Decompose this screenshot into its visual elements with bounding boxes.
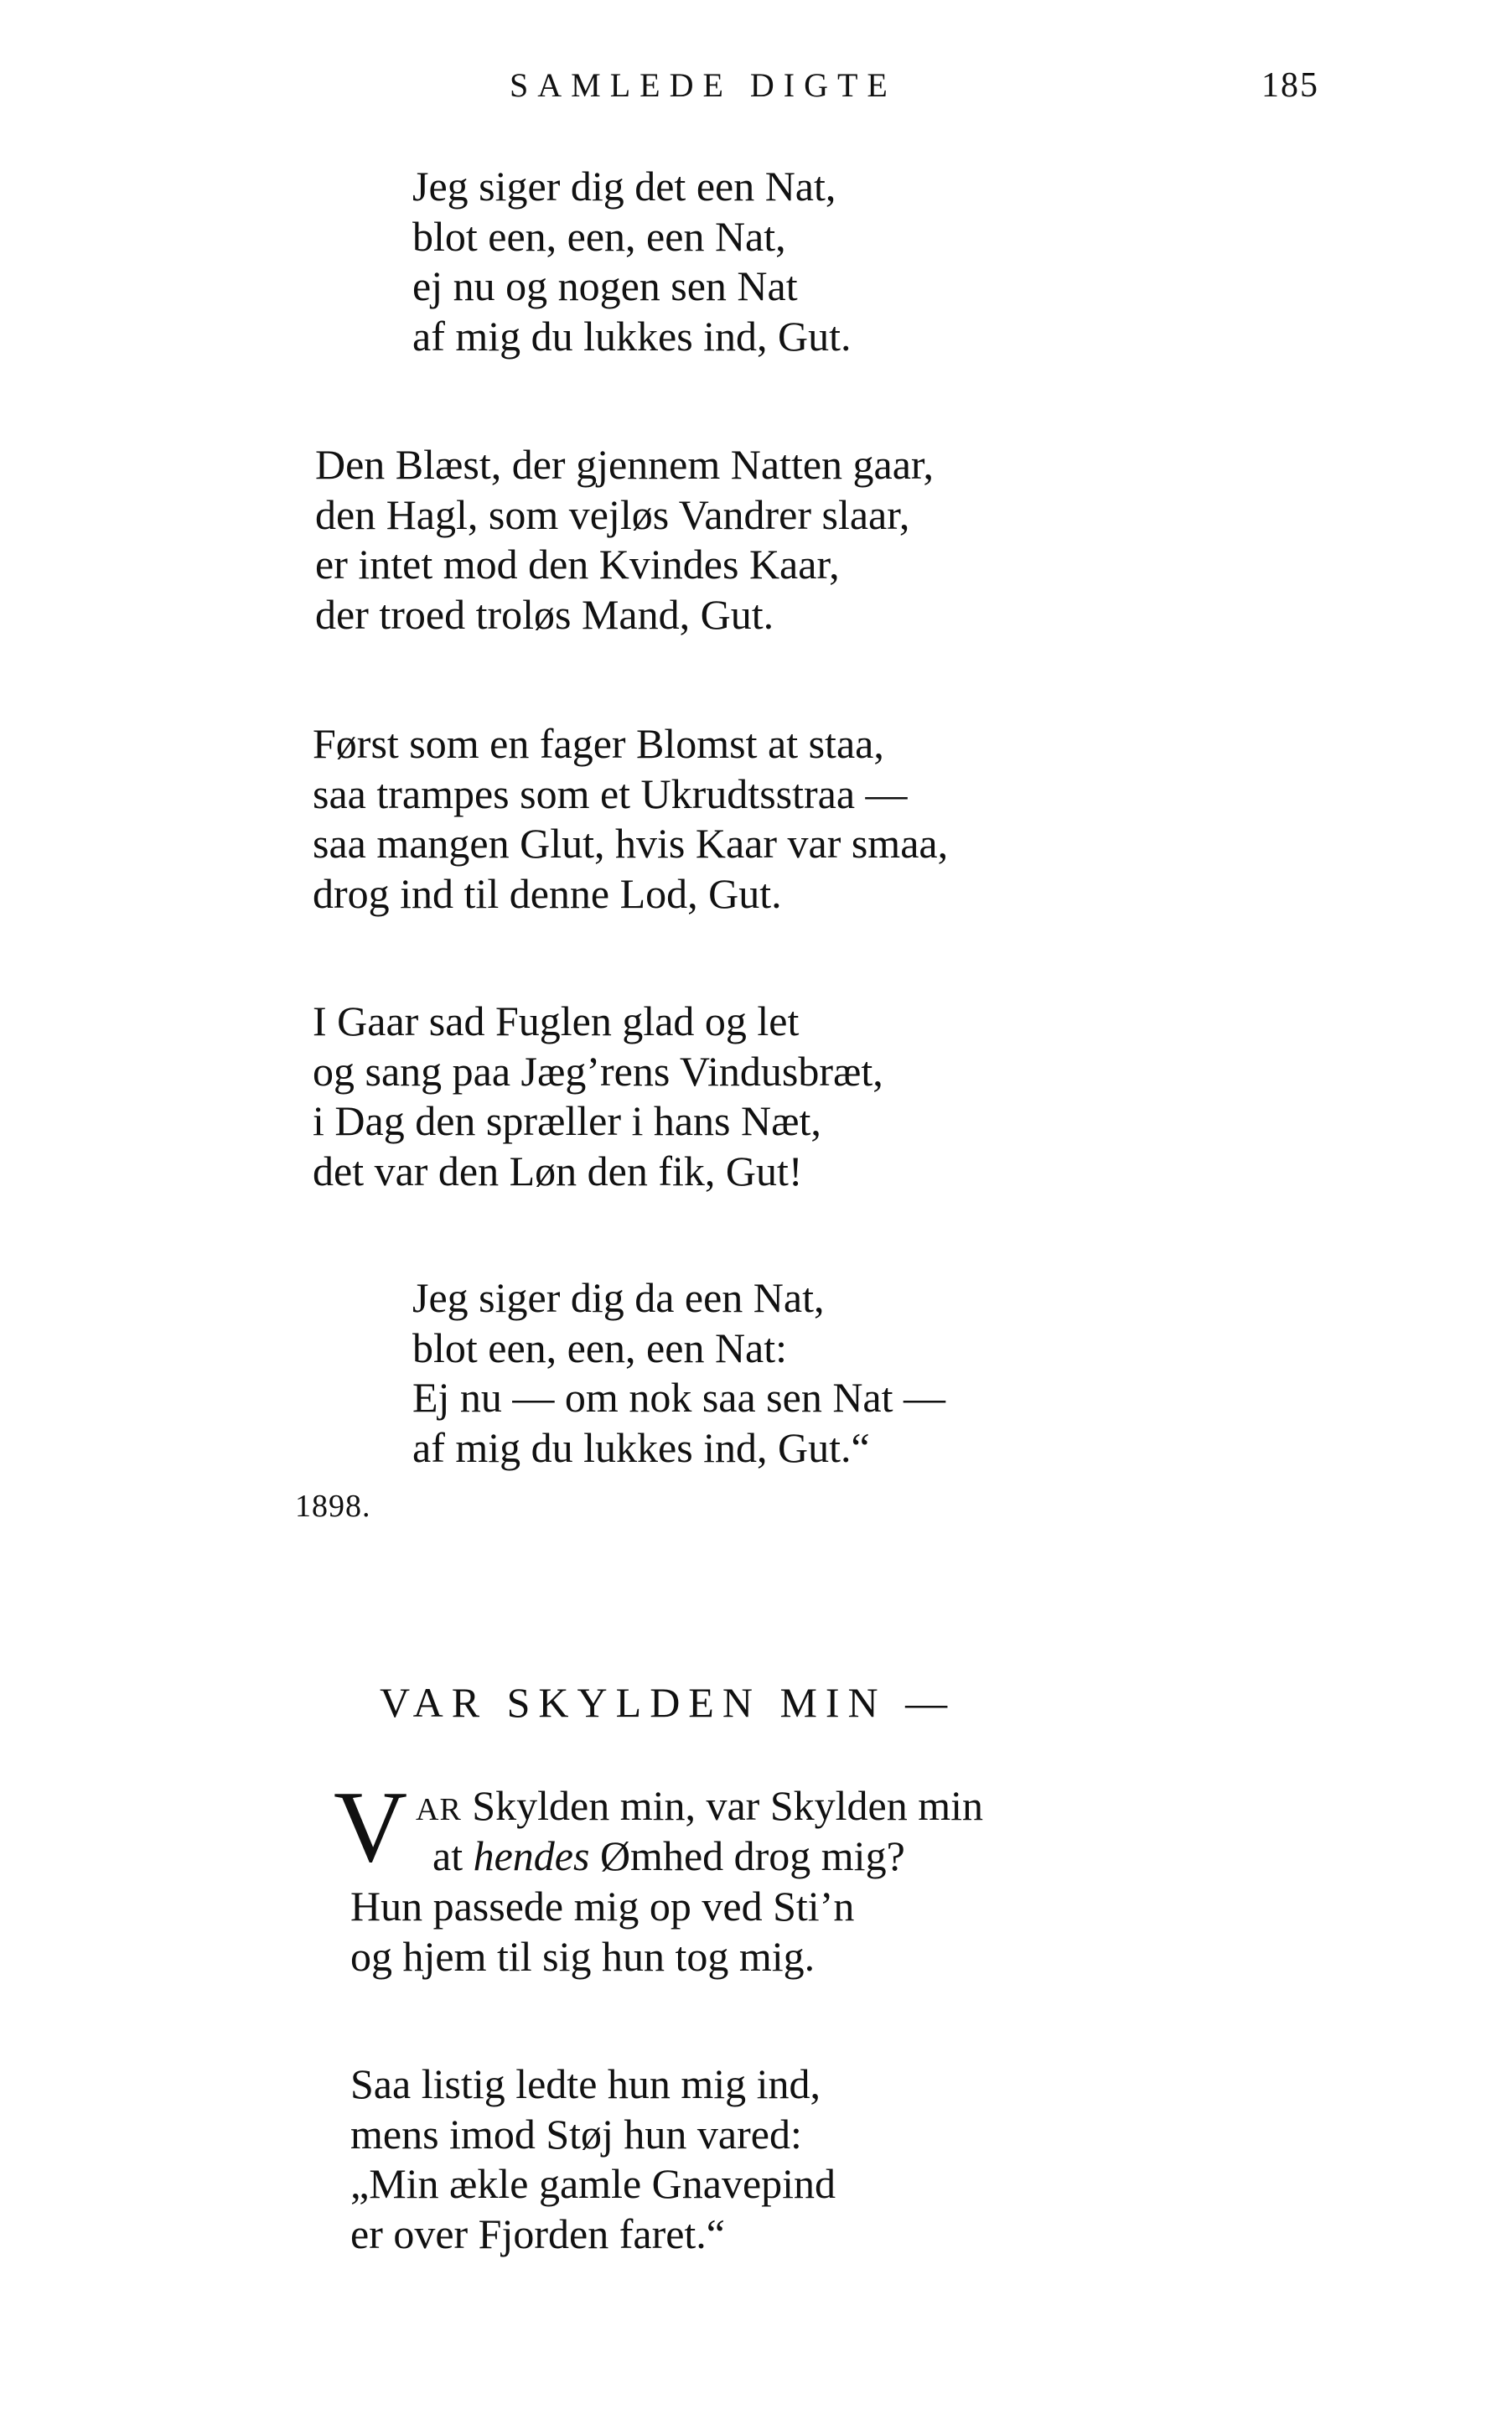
verse-line: blot een, een, een Nat,: [412, 212, 786, 260]
verse-line: ej nu og nogen sen Nat: [412, 262, 798, 309]
verse-line: [416, 1781, 983, 1836]
stanza-2: [315, 440, 934, 640]
drop-cap: V: [334, 1770, 408, 1883]
stanza-6: [350, 1882, 854, 1982]
verse-line: mens imod Støj hun vared:: [350, 2110, 802, 2158]
verse-text: Skylden min, var Skylden min: [461, 1782, 983, 1829]
verse-line: Jeg siger dig det een Nat,: [412, 163, 836, 210]
verse-line: det var den Løn den fik, Gut!: [313, 1147, 803, 1194]
verse-line: blot een, een, een Nat:: [412, 1324, 788, 1371]
verse-line: [432, 1831, 905, 1882]
poem-title: VAR SKYLDEN MIN —: [380, 1679, 956, 1726]
verse-line: Jeg siger dig da een Nat,: [412, 1274, 825, 1321]
verse-line: der troed troløs Mand, Gut.: [315, 590, 774, 638]
stanza-5: [412, 1273, 945, 1473]
running-head: SAMLEDE DIGTE: [510, 66, 897, 104]
verse-line: saa trampes som et Ukrudtsstraa —: [313, 769, 908, 817]
verse-line: Hun passede mig op ved Sti’n: [350, 1883, 855, 1930]
verse-line: Saa listig ledte hun mig ind,: [350, 2060, 821, 2107]
stanza-7: [350, 2059, 836, 2259]
small-caps-text: AR: [416, 1792, 462, 1827]
verse-line: og hjem til sig hun tog mig.: [350, 1932, 816, 1980]
stanza-1: [412, 162, 852, 361]
verse-line: I Gaar sad Fuglen glad og let: [313, 997, 800, 1044]
verse-text: Ømhed drog mig?: [589, 1832, 905, 1879]
verse-line: af mig du lukkes ind, Gut.“: [412, 1423, 870, 1471]
dropcap-opening: [334, 1770, 1172, 1890]
verse-line: Den Blæst, der gjennem Natten gaar,: [315, 441, 935, 488]
verse-line: er over Fjorden faret.“: [350, 2210, 725, 2257]
verse-line: i Dag den spræller i hans Næt,: [313, 1097, 821, 1144]
verse-line: er intet mod den Kvindes Kaar,: [315, 541, 840, 588]
verse-line: den Hagl, som vejløs Vandrer slaar,: [315, 490, 910, 538]
stanza-4: [313, 997, 883, 1196]
verse-line: drog ind til denne Lod, Gut.: [313, 869, 782, 917]
verse-text: at: [432, 1832, 474, 1879]
verse-line: af mig du lukkes ind, Gut.: [412, 312, 852, 360]
verse-line: Ej nu — om nok saa sen Nat —: [412, 1374, 946, 1421]
stanza-3: [313, 719, 948, 919]
verse-line: „Min ækle gamle Gnavepind: [350, 2160, 836, 2207]
page-number: 185: [1261, 66, 1319, 105]
verse-line: saa mangen Glut, hvis Kaar var smaa,: [313, 820, 949, 867]
italic-text: hendes: [473, 1832, 590, 1879]
poem-date: 1898.: [295, 1489, 371, 1524]
verse-line: og sang paa Jæg’rens Vindusbræt,: [313, 1047, 883, 1095]
verse-line: Først som en fager Blomst at staa,: [313, 720, 884, 767]
